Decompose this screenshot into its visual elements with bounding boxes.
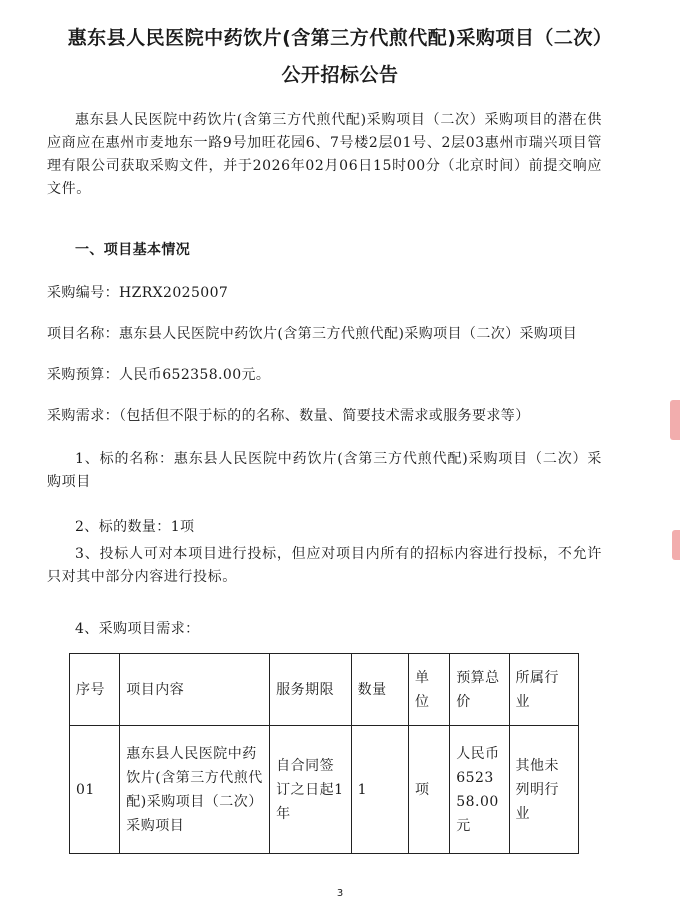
table-header-row	[70, 654, 579, 726]
table-row	[70, 726, 579, 854]
seal-stamp-fragment	[672, 530, 680, 560]
header-term: 服务期限	[270, 654, 351, 726]
item-2-subject-quantity: 2、标的数量：1项	[75, 519, 195, 535]
item-3-bidding-rule: 3、投标人可对本项目进行投标，但应对项目内所有的招标内容进行投标，不允许只对其中部分内容进行投标。	[47, 546, 602, 585]
header-quantity: 数量	[351, 654, 408, 726]
cell-budget: 人民币652358.00元	[450, 726, 509, 854]
cell-unit: 项	[408, 726, 449, 854]
project-name: 项目名称：惠东县人民医院中药饮片(含第三方代煎代配)采购项目（二次）采购项目	[47, 326, 578, 342]
header-industry: 所属行业	[509, 654, 578, 726]
intro-paragraph: 惠东县人民医院中药饮片(含第三方代煎代配)采购项目（二次）采购项目的潜在供应商应在惠州市麦地东一路9号加旺花园6、7号楼2层01号、2层03惠州市瑞兴项目管理有限公司获取采购文件，并于2026年02月06日15时00分（北京时间）前提交响应文件。	[47, 112, 602, 197]
requirements-table	[69, 653, 579, 854]
section-heading-basic-info: 一、项目基本情况	[75, 242, 191, 258]
header-unit: 单位	[408, 654, 449, 726]
procurement-code: 采购编号：HZRX2025007	[47, 285, 229, 301]
page-number: 3	[336, 888, 344, 899]
item-4-requirements-label: 4、采购项目需求：	[75, 621, 200, 637]
header-seq: 序号	[70, 654, 120, 726]
item-1-subject-name: 1、标的名称：惠东县人民医院中药饮片(含第三方代煎代配)采购项目（二次）采购项目	[47, 451, 602, 490]
cell-quantity: 1	[351, 726, 408, 854]
procurement-budget: 采购预算：人民币652358.00元。	[47, 367, 271, 383]
document-title: 惠东县人民医院中药饮片(含第三方代煎代配)采购项目（二次）	[67, 27, 613, 49]
cell-industry: 其他未列明行业	[509, 726, 578, 854]
header-budget: 预算总价	[450, 654, 509, 726]
cell-content: 惠东县人民医院中药饮片(含第三方代煎代配)采购项目（二次）采购项目	[120, 726, 270, 854]
header-content: 项目内容	[120, 654, 270, 726]
seal-stamp-fragment	[670, 400, 680, 440]
document-subtitle: 公开招标公告	[281, 64, 399, 86]
procurement-demand: 采购需求：（包括但不限于标的的名称、数量、简要技术需求或服务要求等）	[47, 408, 530, 424]
cell-seq: 01	[70, 726, 120, 854]
cell-term: 自合同签订之日起1年	[270, 726, 351, 854]
